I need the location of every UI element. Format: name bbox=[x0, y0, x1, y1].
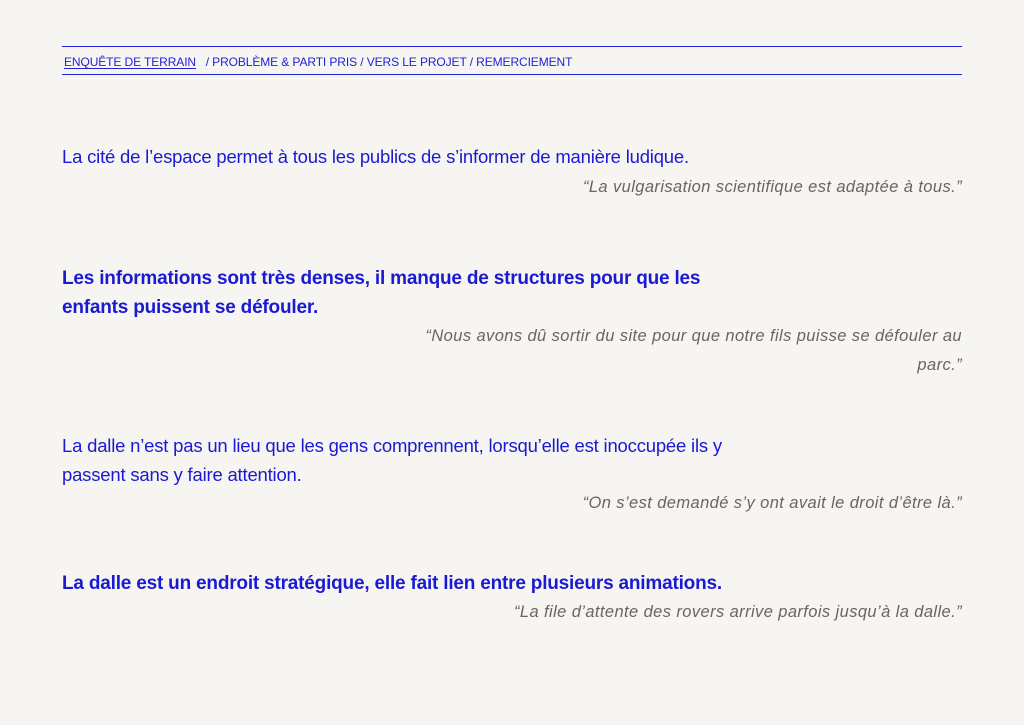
nav-item-probleme-parti-pris[interactable]: PROBLÈME & PARTI PRIS bbox=[212, 55, 358, 69]
nav-item-enquete-de-terrain[interactable]: ENQUÊTE DE TERRAIN bbox=[64, 55, 196, 69]
finding-3 bbox=[62, 431, 962, 518]
finding-statement: La cité de l’espace permet à tous les publics de s’informer de manière ludique. bbox=[62, 146, 689, 167]
finding-statement: La dalle est un endroit stratégique, elle fait lien entre plusieurs animations. bbox=[62, 573, 722, 594]
finding-1 bbox=[62, 142, 962, 202]
finding-quote: “La file d’attente des rovers arrive parfois jusqu’à la dalle.” bbox=[514, 603, 962, 621]
finding-4 bbox=[62, 569, 962, 627]
breadcrumb-nav bbox=[64, 55, 572, 69]
finding-quote: “La vulgarisation scientifique est adaptée à tous.” bbox=[582, 178, 962, 196]
nav-separator: / bbox=[360, 55, 367, 69]
finding-quote: “Nous avons dû sortir du site pour que notre fils puisse se défouler au parc.” bbox=[425, 327, 962, 374]
finding-quote: “On s’est demandé s’y ont avait le droit d’être là.” bbox=[582, 494, 962, 512]
header-bottom-rule bbox=[62, 74, 962, 75]
finding-2 bbox=[62, 264, 962, 380]
nav-separator: / bbox=[469, 55, 477, 69]
finding-statement: La dalle n’est pas un lieu que les gens comprennent, lorsqu’elle est inoccupée ils y passent sans y faire attention. bbox=[62, 435, 722, 485]
nav-item-remerciement[interactable]: REMERCIEMENT bbox=[476, 55, 573, 69]
finding-statement: Les informations sont très denses, il manque de structures pour que les enfants puissent se défouler. bbox=[62, 268, 701, 318]
nav-item-vers-le-projet[interactable]: VERS LE PROJET bbox=[366, 55, 467, 69]
nav-separator: / bbox=[199, 55, 213, 69]
header-top-rule bbox=[62, 46, 962, 47]
